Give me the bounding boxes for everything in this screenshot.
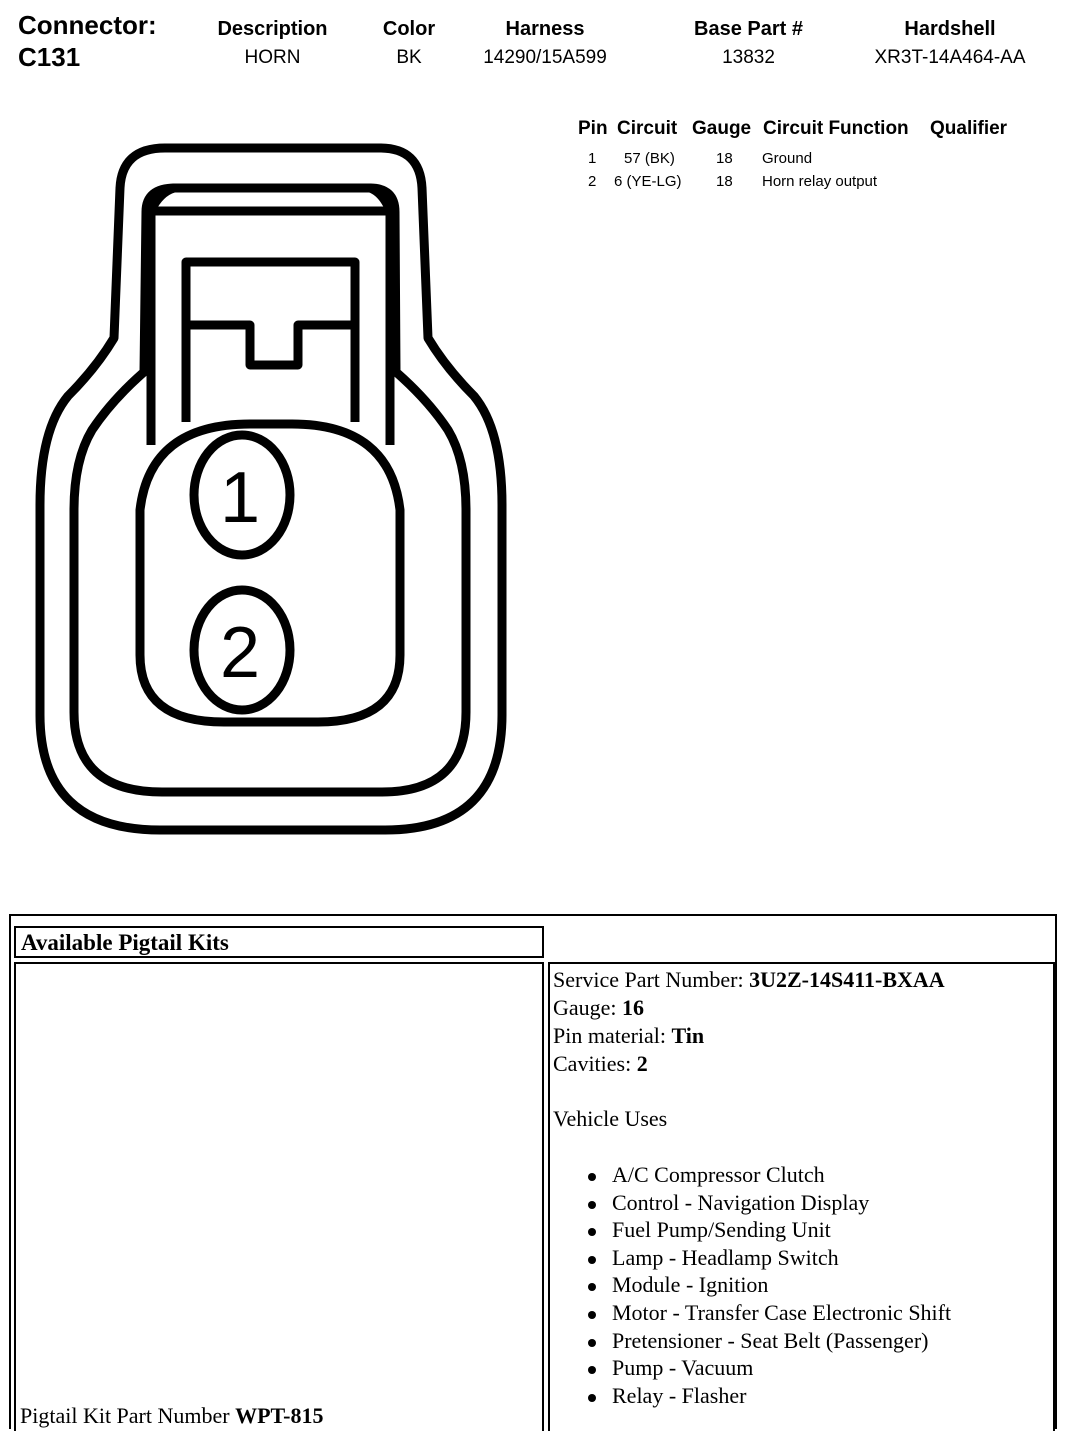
connector-header bbox=[0, 8, 1067, 78]
spec-value: Tin bbox=[671, 1023, 705, 1048]
list-item: Pump - Vacuum bbox=[550, 1355, 951, 1383]
base-part-value: 13832 bbox=[722, 47, 775, 68]
pin-material-spec bbox=[553, 1023, 704, 1049]
kit-part-value: WPT-815 bbox=[235, 1403, 324, 1428]
hardshell-value: XR3T-14A464-AA bbox=[874, 47, 1026, 68]
gauge-header: Gauge bbox=[692, 118, 752, 139]
connector-label: Connector: bbox=[18, 10, 157, 40]
spec-value: 2 bbox=[636, 1051, 648, 1076]
list-item: Fuel Pump/Sending Unit bbox=[550, 1217, 951, 1245]
vehicle-uses-list bbox=[550, 1162, 951, 1410]
pin-number: 1 bbox=[588, 150, 597, 167]
list-item: Module - Ignition bbox=[550, 1272, 951, 1300]
pigtail-right-cell bbox=[548, 962, 1055, 1431]
kit-part-label: Pigtail Kit Part Number bbox=[20, 1403, 236, 1428]
pin-2-label: 2 bbox=[219, 613, 261, 693]
spec-label: Service Part Number: bbox=[553, 967, 750, 992]
circuit-function-header: Circuit Function bbox=[763, 118, 909, 139]
spec-label: Pin material: bbox=[553, 1023, 672, 1048]
list-item: Motor - Transfer Case Electronic Shift bbox=[550, 1300, 951, 1328]
list-item: Lamp - Headlamp Switch bbox=[550, 1245, 951, 1273]
vehicle-uses-label: Vehicle Uses bbox=[553, 1106, 668, 1131]
circuit-function-value: Horn relay output bbox=[762, 173, 878, 190]
connector-housing-outer bbox=[40, 148, 502, 830]
gauge-value: 18 bbox=[716, 150, 733, 167]
latch-tab bbox=[186, 262, 355, 422]
pin-header: Pin bbox=[578, 118, 608, 139]
spec-value: 3U2Z-14S411-BXAA bbox=[749, 967, 945, 992]
circuit-header: Circuit bbox=[617, 118, 678, 139]
spec-label: Cavities: bbox=[553, 1051, 637, 1076]
harness-header: Harness bbox=[505, 18, 585, 40]
gauge-spec bbox=[553, 995, 644, 1021]
pigtail-kits-section bbox=[9, 914, 1057, 1429]
circuit-value: 57 (BK) bbox=[624, 150, 675, 167]
pin-number: 2 bbox=[588, 173, 597, 190]
color-header: Color bbox=[382, 18, 436, 40]
connector-id: C131 bbox=[18, 42, 81, 72]
pigtail-title: Available Pigtail Kits bbox=[21, 930, 229, 955]
connector-face-diagram bbox=[30, 140, 510, 840]
hardshell-header: Hardshell bbox=[904, 18, 996, 40]
circuit-value: 6 (YE-LG) bbox=[614, 173, 682, 190]
harness-value: 14290/15A599 bbox=[483, 47, 607, 68]
pin-1-label: 1 bbox=[219, 458, 261, 538]
spec-label: Gauge: bbox=[553, 995, 623, 1020]
pigtail-left-cell bbox=[14, 962, 544, 1431]
pin-cavity-body bbox=[140, 424, 400, 722]
gauge-value: 18 bbox=[716, 173, 733, 190]
latch-tab-notch bbox=[186, 325, 355, 365]
cavities-spec bbox=[553, 1051, 648, 1077]
color-value: BK bbox=[396, 47, 422, 68]
list-item: Pretensioner - Seat Belt (Passenger) bbox=[550, 1328, 951, 1356]
list-item: Relay - Flasher bbox=[550, 1383, 951, 1411]
description-value: HORN bbox=[244, 47, 301, 68]
list-item: A/C Compressor Clutch bbox=[550, 1162, 951, 1190]
spec-value: 16 bbox=[622, 995, 645, 1020]
base-part-header: Base Part # bbox=[694, 18, 803, 40]
circuit-function-value: Ground bbox=[762, 150, 813, 167]
qualifier-header: Qualifier bbox=[930, 118, 1008, 139]
description-header: Description bbox=[217, 18, 328, 40]
list-item: Control - Navigation Display bbox=[550, 1190, 951, 1218]
pigtail-title-cell bbox=[14, 926, 544, 958]
pigtail-kit-part-number bbox=[20, 1403, 324, 1429]
service-part-number bbox=[553, 967, 945, 993]
